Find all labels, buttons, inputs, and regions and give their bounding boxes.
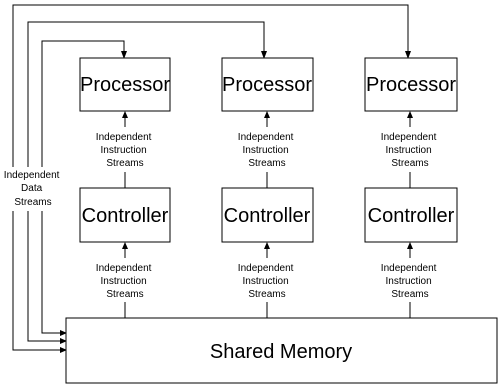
instruction-arrowhead-lower-1 bbox=[122, 242, 128, 249]
instruction-label-upper-2 bbox=[238, 132, 296, 169]
instruction-label-upper-1-line-3: Streams bbox=[106, 158, 144, 169]
data-label-line-2: Data bbox=[21, 183, 43, 194]
instruction-label-lower-3-line-1: Independent bbox=[380, 263, 437, 274]
instruction-arrowhead-lower-2 bbox=[264, 242, 270, 249]
controller-label-2: Controller bbox=[223, 205, 311, 227]
instruction-label-upper-2-line-2: Instruction bbox=[242, 145, 289, 156]
instruction-label-lower-1 bbox=[96, 263, 154, 300]
data-label-line-3: Streams bbox=[14, 197, 52, 208]
instruction-label-lower-1-line-3: Streams bbox=[106, 289, 144, 300]
instruction-label-lower-2-line-1: Independent bbox=[237, 263, 294, 274]
instruction-label-lower-3 bbox=[381, 263, 439, 300]
instruction-label-upper-1-line-2: Instruction bbox=[100, 145, 147, 156]
instruction-label-upper-3-line-3: Streams bbox=[391, 158, 429, 169]
controller-label-1: Controller bbox=[81, 205, 169, 227]
column-3 bbox=[365, 58, 457, 318]
instruction-label-upper-3-line-2: Instruction bbox=[385, 145, 432, 156]
instruction-arrowhead-upper-1 bbox=[122, 111, 128, 118]
column-2 bbox=[222, 58, 313, 318]
instruction-arrowhead-upper-2 bbox=[264, 111, 270, 118]
processor-label-3: Processor bbox=[365, 74, 457, 96]
column-1 bbox=[80, 58, 170, 318]
instruction-label-upper-1-line-1: Independent bbox=[95, 132, 152, 143]
data-stream-wires bbox=[13, 5, 408, 350]
instruction-label-upper-3 bbox=[381, 132, 439, 169]
instruction-label-upper-3-line-1: Independent bbox=[380, 132, 437, 143]
instruction-label-upper-2-line-1: Independent bbox=[237, 132, 294, 143]
instruction-label-lower-2 bbox=[238, 263, 296, 300]
processor-label-1: Processor bbox=[79, 74, 171, 96]
instruction-label-upper-2-line-3: Streams bbox=[248, 158, 286, 169]
instruction-label-upper-1 bbox=[96, 132, 154, 169]
instruction-label-lower-3-line-3: Streams bbox=[391, 289, 429, 300]
instruction-label-lower-1-line-2: Instruction bbox=[100, 276, 147, 287]
shared-memory-label: Shared Memory bbox=[209, 341, 353, 363]
instruction-label-lower-3-line-2: Instruction bbox=[385, 276, 432, 287]
instruction-label-lower-2-line-2: Instruction bbox=[242, 276, 289, 287]
instruction-label-lower-2-line-3: Streams bbox=[248, 289, 286, 300]
processor-label-2: Processor bbox=[221, 74, 313, 96]
data-stream-wire-3 bbox=[13, 5, 408, 350]
instruction-arrowhead-upper-3 bbox=[407, 111, 413, 118]
data-label-line-1: Independent bbox=[3, 170, 60, 181]
instruction-arrowhead-lower-3 bbox=[407, 242, 413, 249]
controller-label-3: Controller bbox=[367, 205, 455, 227]
instruction-label-lower-1-line-1: Independent bbox=[95, 263, 152, 274]
